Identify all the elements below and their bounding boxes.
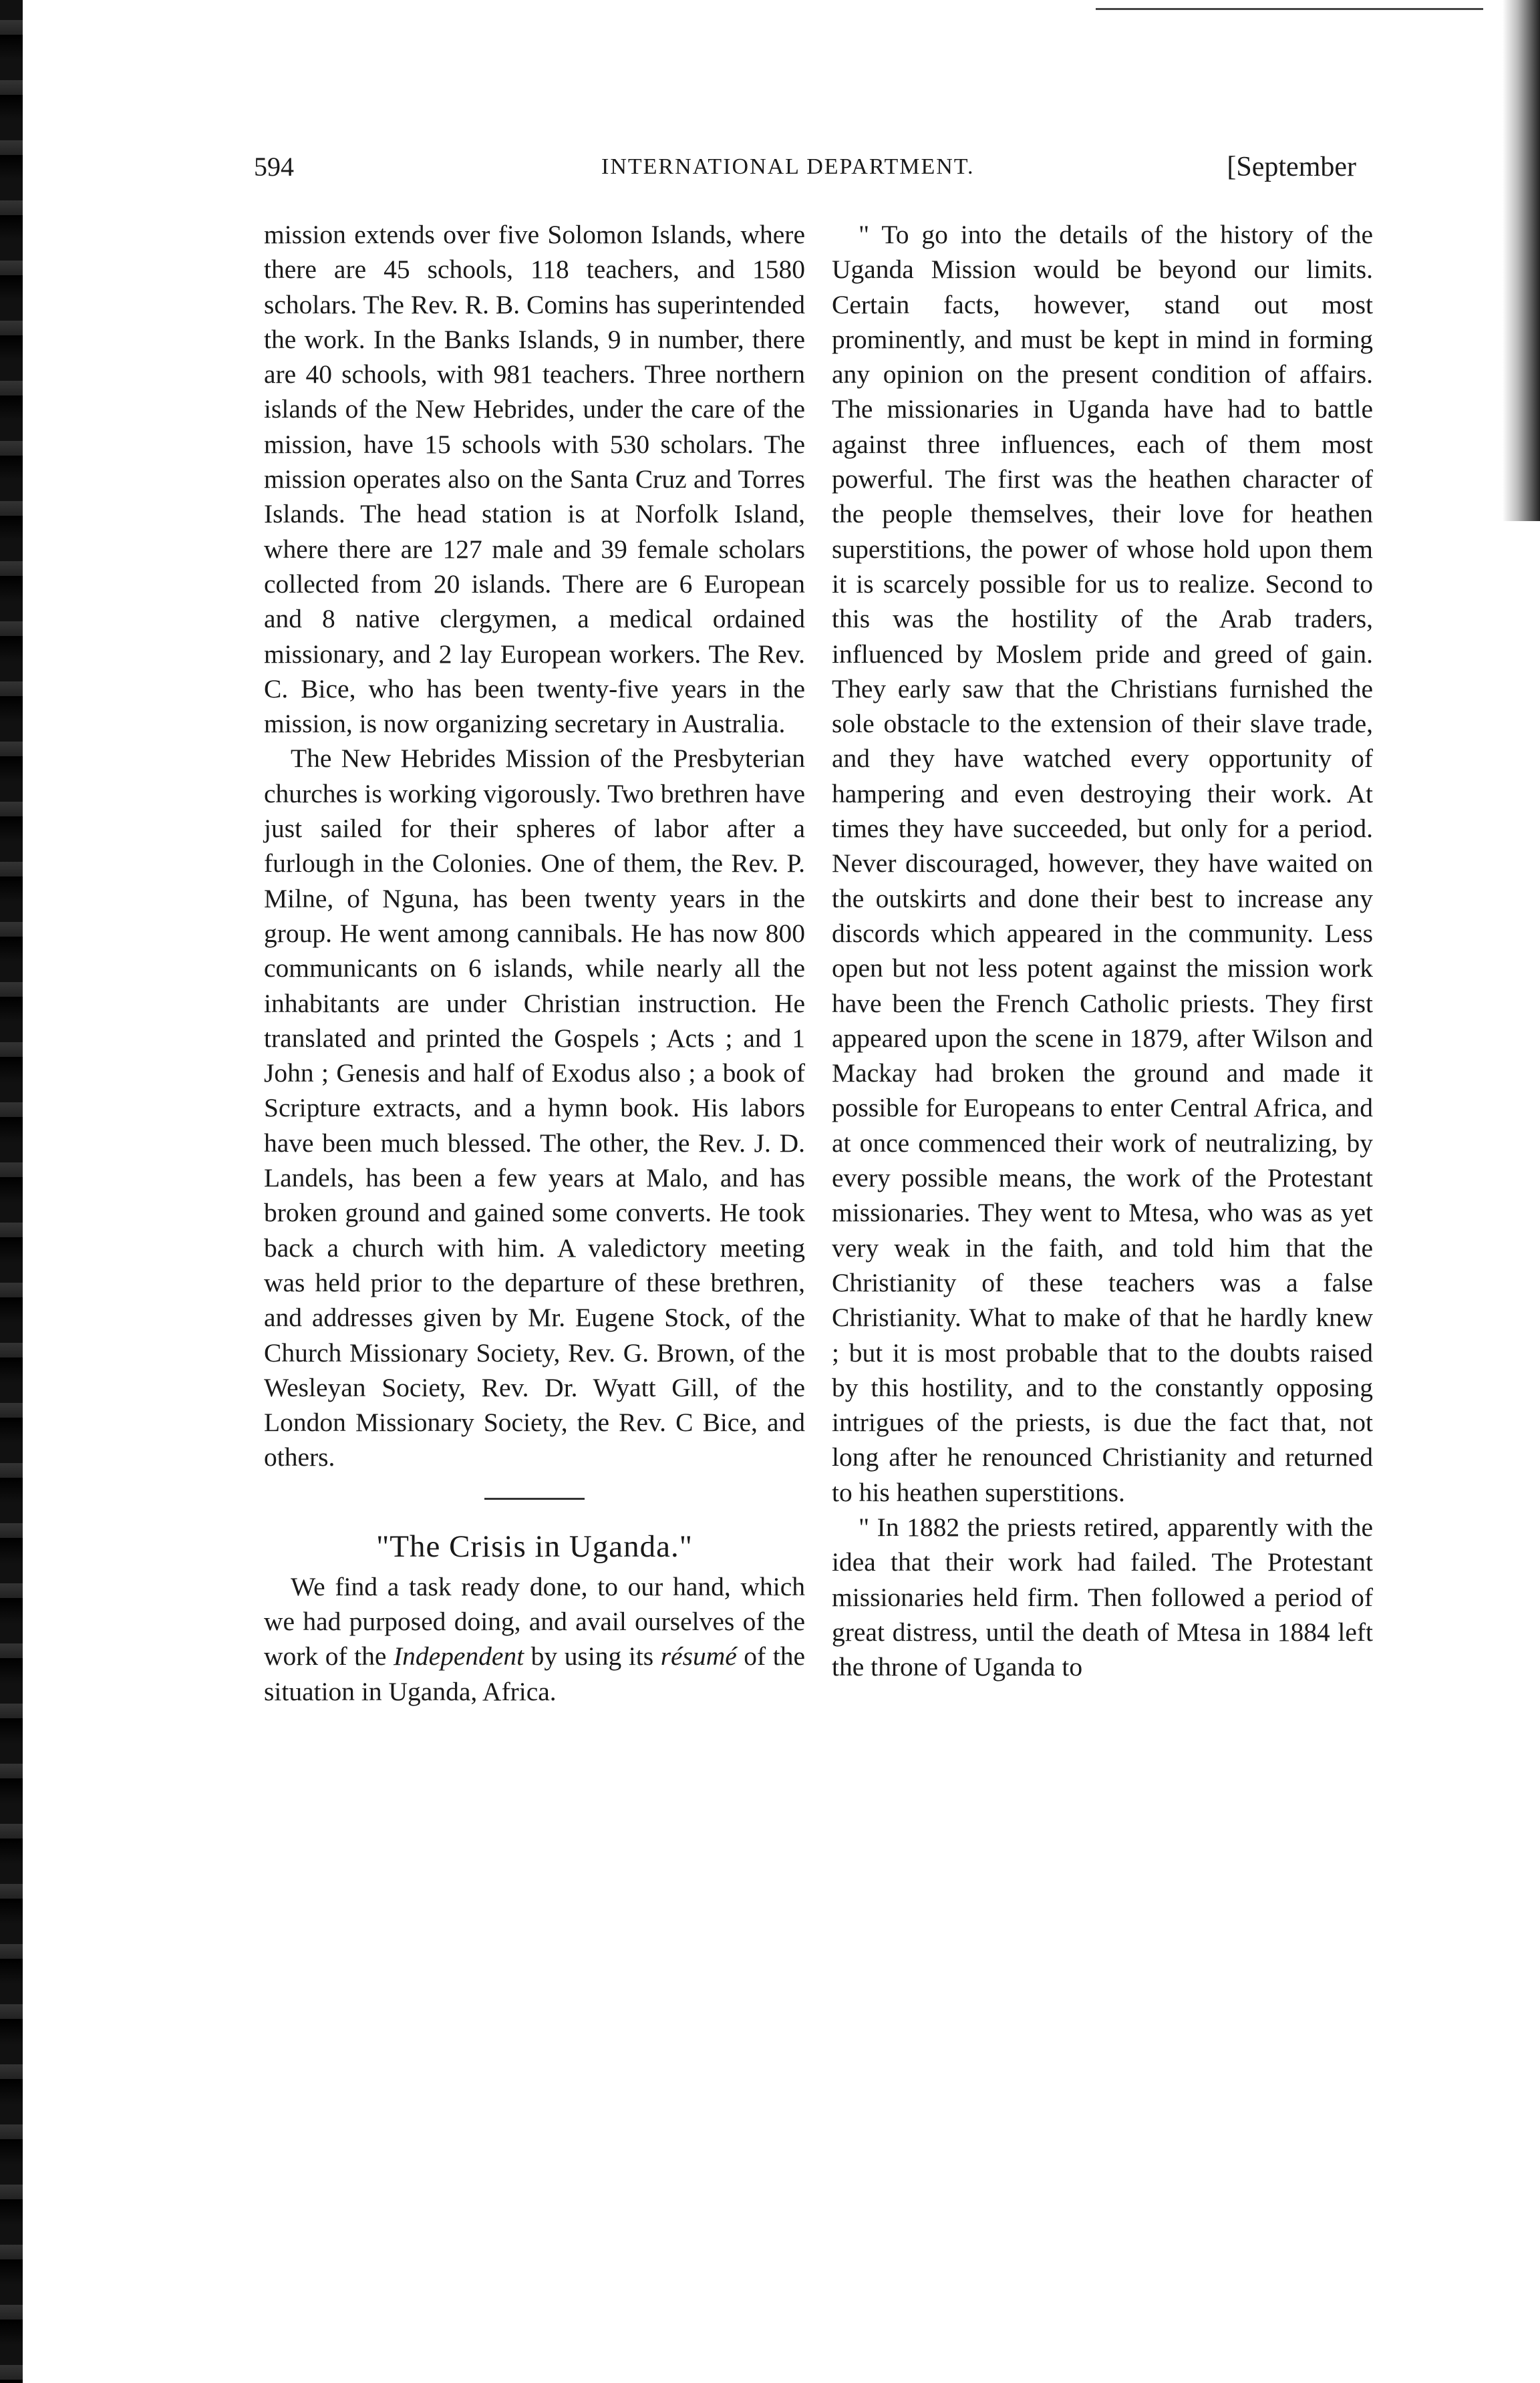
left-paragraph-2: The New Hebrides Mission of the Presbyterian churches is working vigorously. Two brethren have just sailed for their spheres of labor after a furlough in the Colonies. One of them, the Rev. P. Milne, of Nguna, has been twenty years in the group. He went among cannibals. He has now 800 communicants on 6 islands, while nearly all the inhabitants are under Christian instruction. He translated and printed the Gospels ; Acts ; and 1 John ; Genesis and half of Exodus also ; a book of Scripture extracts, and a hymn book. His labors have been much blessed. The other, the Rev. J. D. Landels, has been a few years at Malo, and has broken ground and gained some converts. He took back a church with him. A valedictory meeting was held prior to the departure of these brethren, and addresses given by Mr. Eugene Stock, of the Church Missionary Society, Rev. G. Brown, of the Wesleyan Society, Rev. Dr. Wyatt Gill, of the London Missionary Society, the Rev. C Bice, and others. <box>264 744 805 1472</box>
section-separator <box>484 1498 585 1500</box>
right-paragraph-1: " To go into the details of the history of the Uganda Mission would be beyond our limits. Certain facts, however, stand out most prominently, and must be kept in mind in forming any opinion on the present condition of affairs. The missionaries in Uganda have had to battle against three influences, each of them most powerful. The first was the heathen character of the people themselves, their love for heathen superstitions, the power of whose hold upon them it is scarcely possible for us to realize. Second to this was the hostility of the Arab traders, influenced by Moslem pride and greed of gain. They early saw that the Christians furnished the sole obstacle to the extension of their slave trade, and they have watched every opportunity of hampering and even destroying their work. At times they have succeeded, but only for a period. Never discouraged, however, they have waited on the outskirts and done their best to increase any discords which appeared in the community. Less open but not less potent against the mission work have been the French Catholic priests. They first appeared upon the scene in 1879, after Wilson and Mackay had broken the ground and made it possible for Europeans to enter Central Africa, and at once commenced their work of neutralizing, by every possible means, the work of the Protestant missionaries. They went to Mtesa, who was as yet very weak in the faith, and told him that the Christianity of these teachers was a false Christianity. What to make of that he hardly knew ; but it is most probable that to the doubts raised by this hostility, and to the constantly opposing intrigues of the priests, is due the fact that, not long after he renounced Christianity and returned to his heathen superstitions. <box>832 220 1373 1507</box>
section-heading: "The Crisis in Uganda." <box>376 1529 693 1564</box>
department-title: INTERNATIONAL DEPARTMENT. <box>601 154 975 179</box>
running-head <box>254 148 1356 188</box>
para3-text-c: of the situation in Uganda, Africa. <box>264 1641 805 1706</box>
para3-italic-independent: Independent <box>393 1641 524 1672</box>
left-paragraph-3 <box>264 1569 805 1709</box>
binding-edge-shadow <box>0 0 23 2383</box>
right-column <box>832 217 1373 1684</box>
para3-text-b: by using its <box>524 1641 661 1672</box>
left-paragraph-1: mission extends over five Solomon Islands, where there are 45 schools, 118 teachers, and 1580 scholars. The Rev. R. B. Comins has superintended the work. In the Banks Islands, 9 in number, there are 40 schools, with 981 teachers. Three northern islands of the New Hebrides, under the care of the mission, have 15 schools with 530 scholars. The mission operates also on the Santa Cruz and Torres Islands. The head station is at Norfolk Island, where there are 127 male and 39 female scholars collected from 20 islands. There are 6 European and 8 native clergymen, a medical ordained missionary, and 2 lay European workers. The Rev. C. Bice, who has been twenty-five years in the mission, is now organizing secretary in Australia. <box>264 220 805 739</box>
para3-italic-resume: résumé <box>660 1641 737 1672</box>
issue-month: [September <box>1227 152 1356 182</box>
page-edge-shadow <box>1503 0 1540 521</box>
top-edge-rule <box>1096 8 1483 10</box>
right-paragraph-2: " In 1882 the priests retired, apparently with the idea that their work had failed. The Protestant missionaries held firm. Then followed a period of great distress, until the death of Mtesa in 1884 left the throne of Uganda to <box>832 1512 1373 1682</box>
left-column <box>264 217 805 1709</box>
page-number: 594 <box>254 152 294 182</box>
para3-text-a: We find a task ready done, to our hand, which we had purposed doing, and avail ourselves of the work of the <box>264 1571 805 1672</box>
